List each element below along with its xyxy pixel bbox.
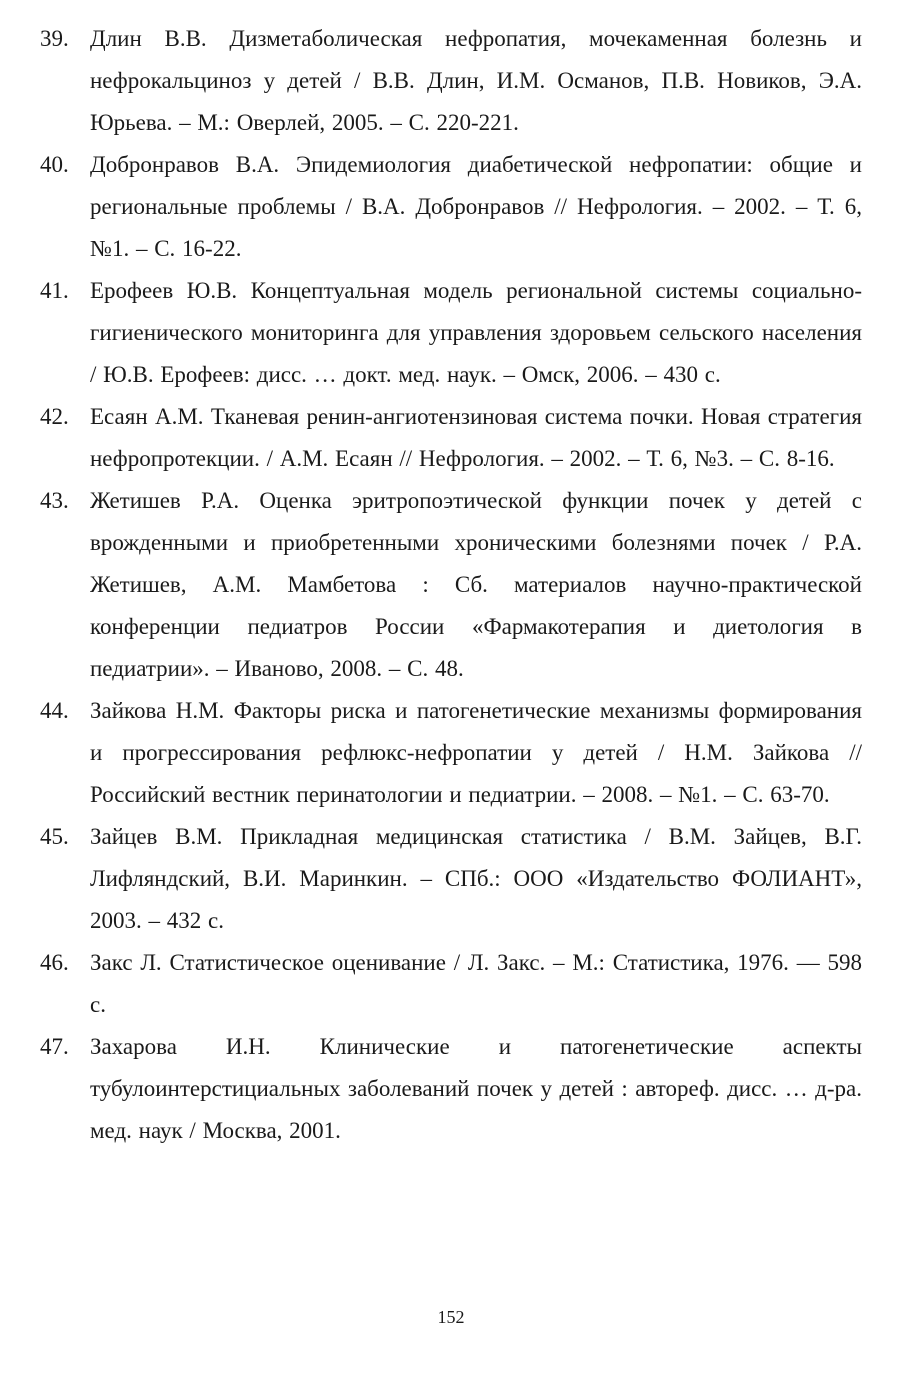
reference-number: 46. <box>40 950 69 975</box>
reference-number: 45. <box>40 824 69 849</box>
reference-number: 39. <box>40 26 69 51</box>
reference-item <box>40 270 862 396</box>
reference-text: Зайкова Н.М. Факторы риска и патогенетические механизмы формирования и прогрессирования рефлюкс-нефропатии у детей / Н.М. Зайкова // Российский вестник перинатологии и педиатрии. – 2008. – №1. – С. 63-70. <box>90 698 862 807</box>
reference-item <box>40 18 862 144</box>
reference-item <box>40 816 862 942</box>
reference-item <box>40 144 862 270</box>
reference-number: 43. <box>40 488 69 513</box>
reference-number: 40. <box>40 152 69 177</box>
reference-item <box>40 690 862 816</box>
reference-number: 44. <box>40 698 69 723</box>
reference-text: Длин В.В. Дизметаболическая нефропатия, мочекаменная болезнь и нефрокальциноз у детей / В.В. Длин, И.М. Османов, П.В. Новиков, Э.А. Юрьева. – М.: Оверлей, 2005. – С. 220-221. <box>90 26 862 135</box>
reference-text: Жетишев Р.А. Оценка эритропоэтической функции почек у детей с врожденными и приобретенными хроническими болезнями почек / Р.А. Жетишев, А.М. Мамбетова : Сб. материалов научно-практической конференции педиатров России «Фармакотерапия и диетология в педиатрии». – Иваново, 2008. – С. 48. <box>90 488 862 681</box>
reference-item <box>40 942 862 1026</box>
reference-number: 41. <box>40 278 69 303</box>
reference-text: Добронравов В.А. Эпидемиология диабетической нефропатии: общие и региональные проблемы / В.А. Добронравов // Нефрология. – 2002. – Т. 6, №1. – С. 16-22. <box>90 152 862 261</box>
reference-item <box>40 396 862 480</box>
reference-item <box>40 1026 862 1152</box>
page-number: 152 <box>437 1307 465 1327</box>
reference-text: Захарова И.Н. Клинические и патогенетические аспекты тубулоинтерстициальных заболеваний почек у детей : автореф. дисс. … д-ра. мед. наук / Москва, 2001. <box>90 1034 862 1143</box>
reference-text: Ерофеев Ю.В. Концептуальная модель региональной системы социально-гигиенического мониторинга для управления здоровьем сельского населения / Ю.В. Ерофеев: дисс. … докт. мед. наук. – Омск, 2006. – 430 с. <box>90 278 862 387</box>
reference-text: Закс Л. Статистическое оценивание / Л. Закс. – М.: Статистика, 1976. — 598 с. <box>90 950 862 1017</box>
reference-number: 42. <box>40 404 69 429</box>
reference-text: Есаян А.М. Тканевая ренин-ангиотензиновая система почки. Новая стратегия нефропротекции. / А.М. Есаян // Нефрология. – 2002. – Т. 6, №3. – С. 8-16. <box>90 404 862 471</box>
reference-list <box>40 18 862 1152</box>
reference-text: Зайцев В.М. Прикладная медицинская статистика / В.М. Зайцев, В.Г. Лифляндский, В.И. Маринкин. – СПб.: ООО «Издательство ФОЛИАНТ», 2003. – 432 с. <box>90 824 862 933</box>
reference-number: 47. <box>40 1034 69 1059</box>
reference-item <box>40 480 862 690</box>
